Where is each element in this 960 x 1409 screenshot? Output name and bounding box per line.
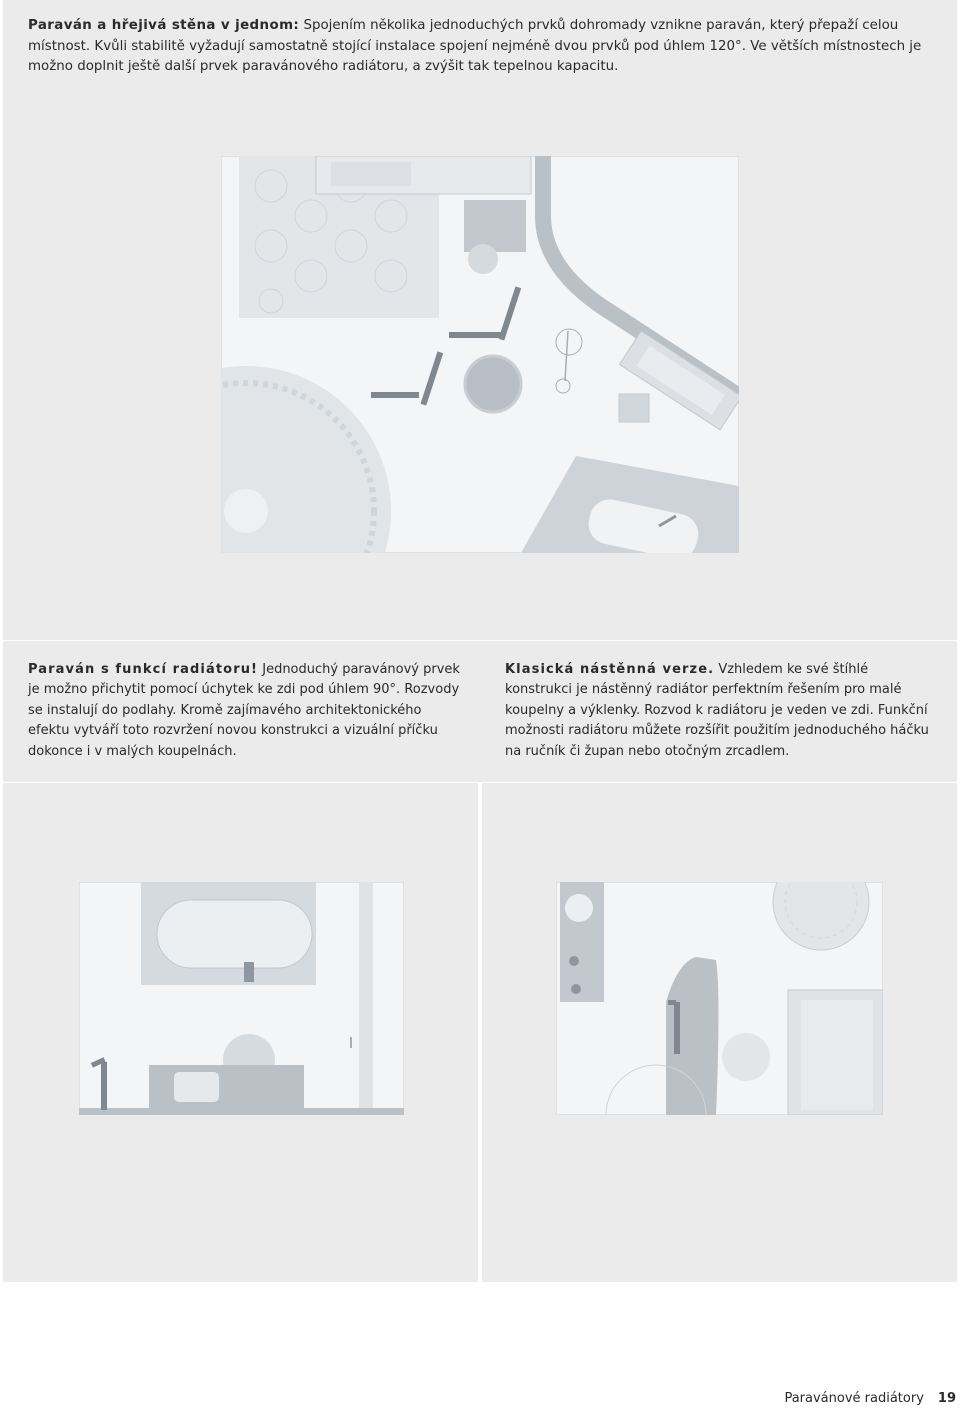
wall-right — [359, 882, 373, 1115]
page-number: 19 — [937, 1391, 956, 1406]
caption-wall-text: Vzhledem ke své štíhlé konstrukci je nástěnný radiátor perfektním řešením pro malé koupelny a výklenky. Rozvod k radiátoru je veden ve zdi. Funkční možnosti radiátoru můžete rozšířit použitím jednoduchého háčku na ručník či župan nebo otočným zrcadlem. — [505, 662, 929, 759]
floorplan-vanity-room — [556, 882, 883, 1115]
bathtub — [157, 900, 312, 968]
bath-mat — [619, 394, 649, 422]
round-table — [465, 356, 521, 412]
side-table — [464, 200, 526, 252]
floorplan-screen-room — [221, 156, 739, 553]
intro-heading: Paraván a hřejivá stěna v jednom: — [28, 18, 300, 33]
page-footer — [784, 1391, 960, 1406]
caption-screen-heading: Paraván s funkcí radiátoru! — [28, 662, 259, 677]
intro-text: Spojením několika jednoduchých prvků dohromady vznikne paraván, který přepaží celou místnost. Kvůli stabilitě vyžadují samostatně stojící instalace spojení nejméně dvou prvků pod úhlem 120°. Ve větších místnostech je možno doplnit ještě další prvek paravánového radiátoru, a zvýšit tak tepelnou kapacitu. — [28, 18, 922, 75]
bottom-wall — [79, 1108, 404, 1115]
footer-title: Paravánové radiátory — [784, 1391, 924, 1406]
caption-screen — [28, 660, 460, 762]
planter — [722, 1033, 770, 1081]
floorplan-bathtub-room — [79, 882, 404, 1115]
caption-screen-text: Jednoduchý paravánový prvek je možno přichytit pomocí úchytek ke zdi pod úhlem 90°. Rozvody se instalují do podlahy. Kromě zajímavého architektonického efektu vytváří toto rozvržení novou konstrukci a vizuální příčku dokonce i v malých koupelnách. — [28, 662, 460, 759]
caption-wall — [505, 660, 930, 762]
stool — [468, 244, 498, 274]
basin — [565, 894, 593, 922]
vanity-counter — [149, 1065, 304, 1115]
intro-paragraph — [28, 16, 933, 78]
caption-wall-heading: Klasická nástěnná verze. — [505, 662, 715, 677]
